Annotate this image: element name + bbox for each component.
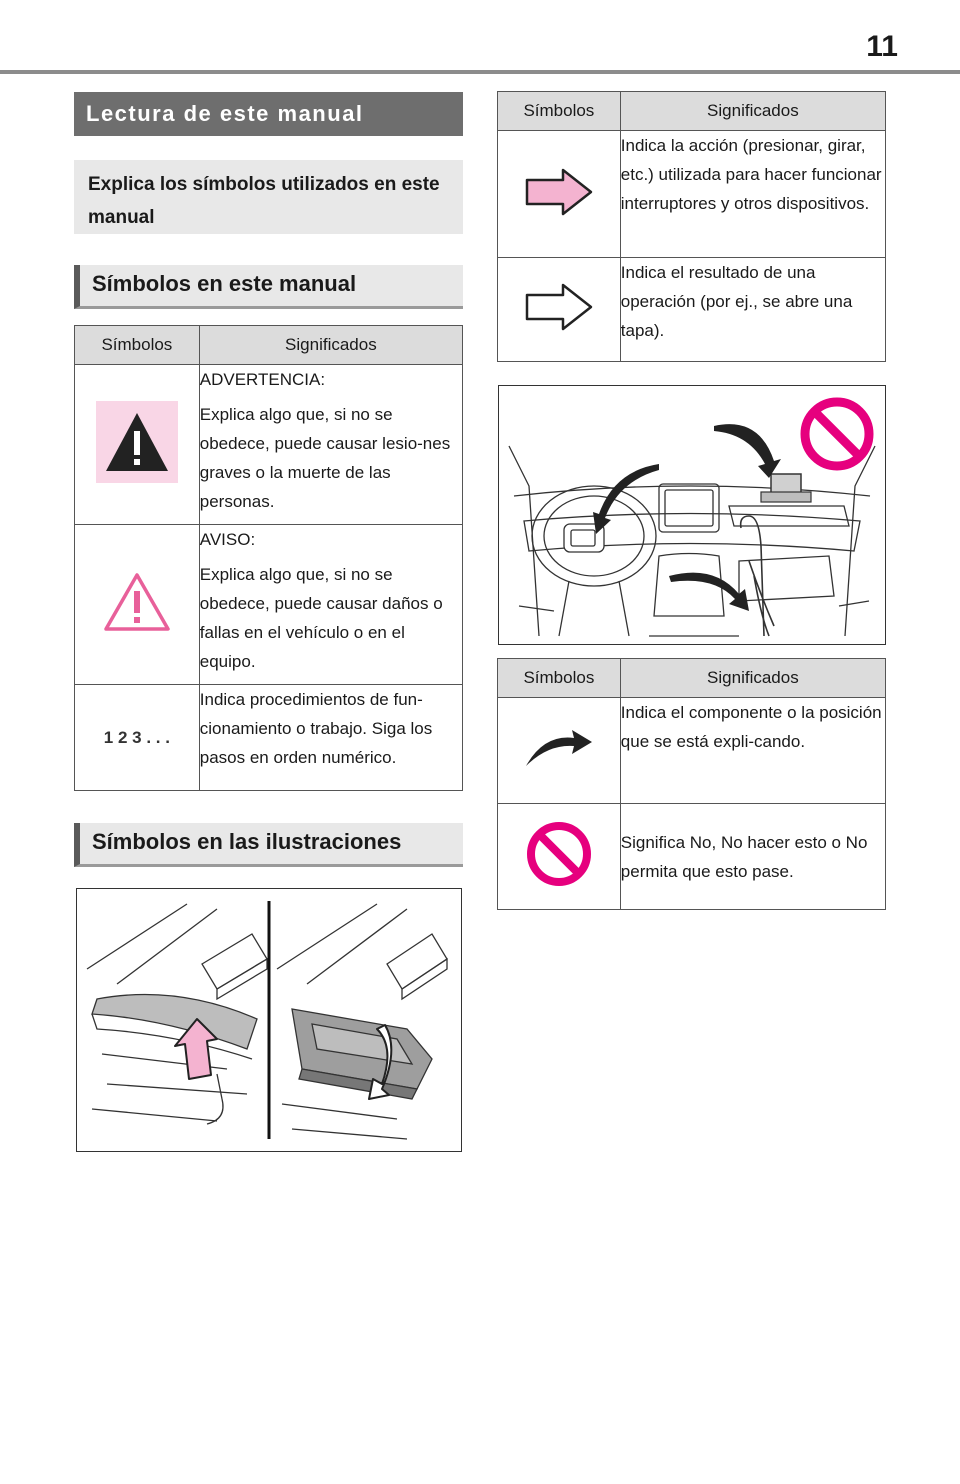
caution-text: Explica algo que, si no se obedece, puede causar daños o fallas en el vehículo o en el equipo. bbox=[199, 565, 443, 671]
col-header-meanings: Significados bbox=[620, 92, 885, 131]
component-text: Indica el componente o la posición que se está expli-cando. bbox=[620, 703, 882, 751]
table-row bbox=[75, 365, 463, 525]
symbol-cell bbox=[75, 525, 200, 685]
table-row bbox=[498, 258, 886, 362]
col-header-symbols: Símbolos bbox=[498, 92, 621, 131]
table-row bbox=[75, 525, 463, 685]
symbol-cell bbox=[75, 365, 200, 525]
warning-icon bbox=[96, 468, 178, 487]
meaning-cell bbox=[199, 685, 462, 791]
table-row bbox=[498, 804, 886, 910]
meaning-cell bbox=[620, 131, 885, 258]
meaning-cell bbox=[620, 804, 885, 910]
component-symbols-table bbox=[497, 658, 886, 910]
meaning-cell bbox=[199, 365, 462, 525]
symbol-cell bbox=[498, 258, 621, 362]
chapter-title: Lectura de este manual bbox=[74, 92, 463, 136]
result-text: Indica el resultado de una operación (por ej., se abre una tapa). bbox=[620, 263, 853, 340]
meaning-cell bbox=[199, 525, 462, 685]
dashboard-drawing bbox=[499, 386, 885, 644]
section-heading-manual-symbols: Símbolos en este manual bbox=[74, 265, 463, 309]
action-text: Indica la acción (presionar, girar, etc.) utilizada para hacer funcionar interruptores y otros dispositivos. bbox=[620, 136, 882, 213]
steps-text: Indica procedimientos de fun-cionamiento o trabajo. Siga los pasos en orden numérico. bbox=[199, 690, 433, 767]
col-header-meanings: Significados bbox=[620, 659, 885, 698]
symbol-cell bbox=[498, 131, 621, 258]
manual-symbols-table bbox=[74, 325, 463, 791]
top-rule bbox=[0, 70, 960, 74]
table-row bbox=[498, 131, 886, 258]
warning-text: Explica algo que, si no se obedece, puede causar lesio-nes graves o la muerte de las personas. bbox=[199, 405, 451, 511]
page-number: 11 bbox=[866, 30, 898, 63]
outline-arrow-icon bbox=[523, 318, 595, 337]
prohibited-icon bbox=[523, 875, 595, 894]
symbol-cell bbox=[75, 685, 200, 791]
col-header-meanings: Significados bbox=[199, 326, 462, 365]
meaning-cell bbox=[620, 698, 885, 804]
table-row bbox=[75, 685, 463, 791]
col-header-symbols: Símbolos bbox=[75, 326, 200, 365]
pink-arrow-icon bbox=[523, 203, 595, 222]
action-symbols-table bbox=[497, 91, 886, 362]
symbol-cell bbox=[498, 804, 621, 910]
warning-label: ADVERTENCIA: bbox=[199, 370, 326, 389]
caution-icon bbox=[102, 618, 172, 637]
intro-box: Explica los símbolos utilizados en este manual bbox=[74, 160, 463, 234]
overhead-console-drawing bbox=[77, 889, 461, 1151]
meaning-cell bbox=[620, 258, 885, 362]
curved-arrow-icon bbox=[522, 755, 596, 774]
col-header-symbols: Símbolos bbox=[498, 659, 621, 698]
prohibited-text: Significa No, No hacer esto o No permita que esto pase. bbox=[620, 833, 868, 881]
section-heading-illustration-symbols: Símbolos en las ilustraciones bbox=[74, 823, 463, 867]
step-numbers-icon: 1 2 3 . . . bbox=[103, 727, 170, 747]
symbol-cell bbox=[498, 698, 621, 804]
caution-label: AVISO: bbox=[199, 530, 256, 549]
illustration-overhead-console bbox=[76, 888, 462, 1152]
illustration-dashboard bbox=[498, 385, 886, 645]
table-row bbox=[498, 698, 886, 804]
